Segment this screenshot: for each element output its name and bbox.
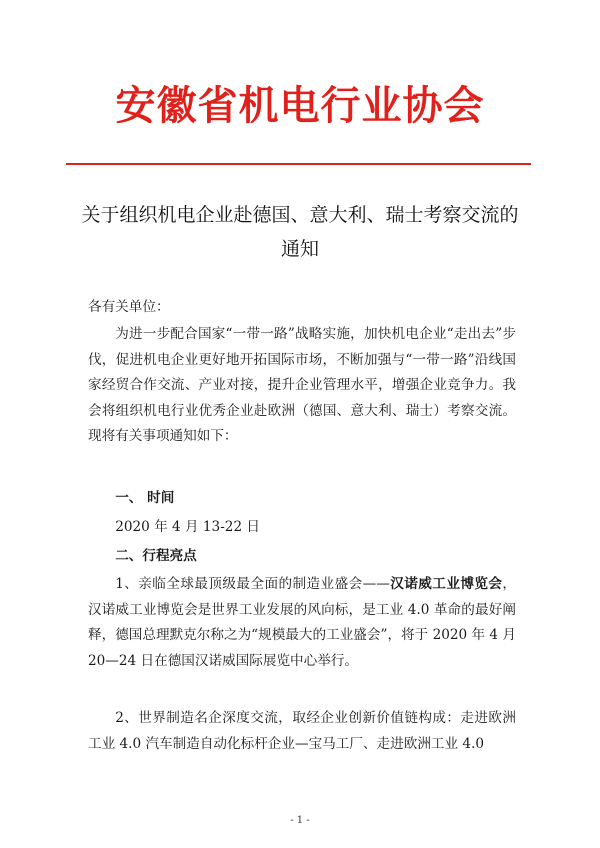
salutation: 各有关单位：: [88, 299, 170, 315]
page-number: - 1 -: [290, 815, 310, 826]
letterhead-red-rule: [66, 163, 531, 165]
document-title-line-2: 通知: [280, 238, 319, 260]
document-title-line-1: 关于组织机电企业赴德国、意大利、瑞士考察交流的: [81, 204, 519, 226]
event-date: 2020 年 4 月 13-22 日: [115, 519, 261, 535]
document-title: [60, 198, 540, 266]
org-letterhead-title: 安徽省机电行业协会: [115, 82, 485, 129]
section-heading-time: 一、 时间: [115, 490, 175, 506]
highlight-item-1-lead: 1、亲临全球最顶级最全面的制造业盛会——: [115, 576, 390, 592]
highlight-item-1-emphasis: 汉诺威工业博览会: [389, 576, 503, 592]
highlight-item-1-rest: ，汉诺威工业博览会是世界工业发展的风向标，是工业 4.0 革命的最好阐释，德国总理默克尔称之为“规模最大的工业盛会”，将于 2020 年 4 月 20—24 日在德国汉诺威国际展览中心举行。: [88, 576, 516, 669]
highlight-item-1: [88, 572, 516, 674]
intro-paragraph: 为进一步配合国家“一带一路”战略实施，加快机电企业“走出去”步伐，促进机电企业更好地开拓国际市场，不断加强与“一带一路”沿线国家经贸合作交流、产业对接，提升企业管理水平，增强企业竞争力。我会将组织机电行业优秀企业赴欧洲（德国、意大利、瑞士）考察交流。现将有关事项通知如下：: [88, 326, 516, 444]
section-heading-highlights: 二、行程亮点: [115, 548, 197, 564]
highlight-item-2: 2、世界制造名企深度交流，取经企业创新价值链构成：走进欧洲工业 4.0 汽车制造自动化标杆企业—宝马工厂、走进欧洲工业 4.0: [88, 710, 516, 752]
